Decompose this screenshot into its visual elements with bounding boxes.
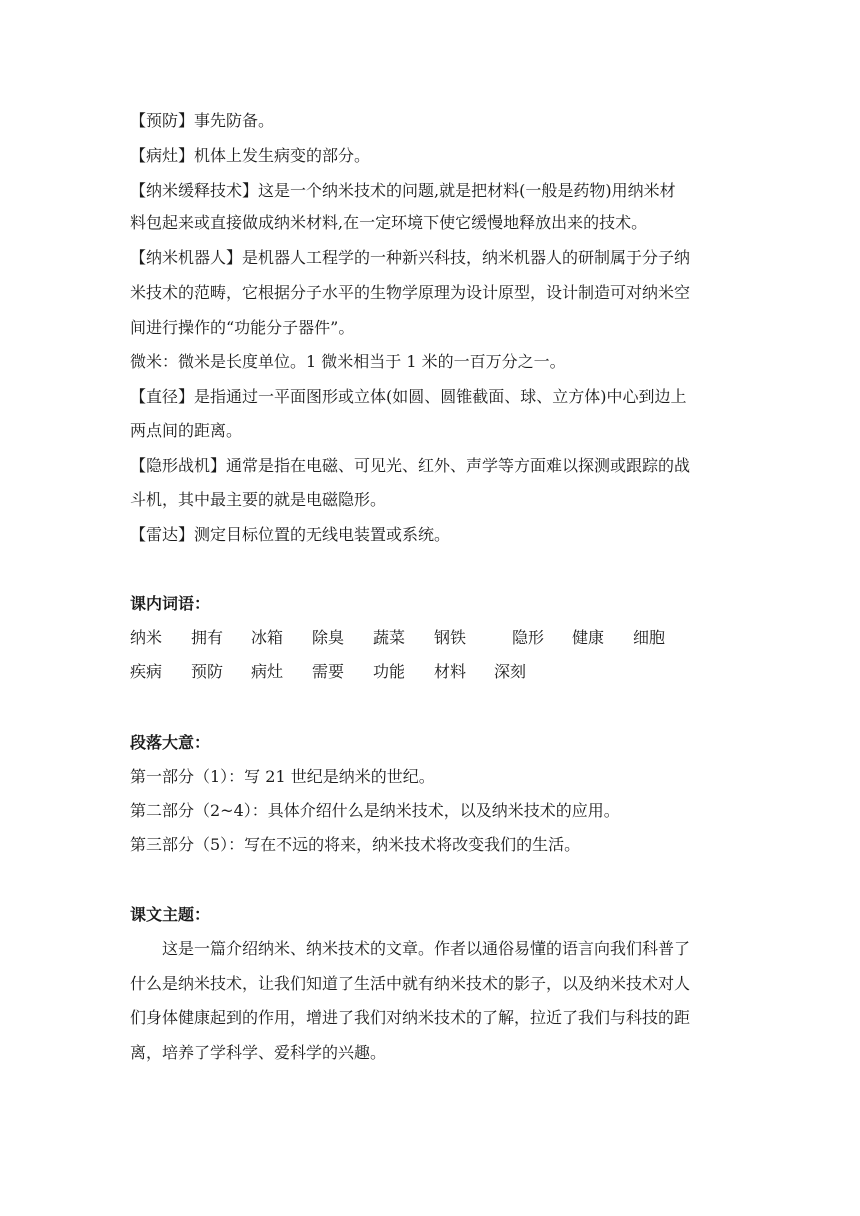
definition-yufang: 【预防】事先防备。	[130, 111, 275, 130]
definition-diameter-line1: 【直径】是指通过一平面图形或立体(如圆、圆锥截面、球、立方体)中心到边上	[130, 387, 687, 406]
vocab-word: 预防	[191, 662, 224, 681]
definition-nano-robot-line1: 【纳米机器人】是机器人工程学的一种新兴科技，纳米机器人的研制属于分子纳	[130, 248, 691, 267]
vocab-word: 需要	[312, 662, 345, 681]
vocab-word: 纳米	[130, 628, 163, 647]
definition-nano-robot-line2: 米技术的范畴，它根据分子水平的生物学原理为设计原型，设计制造可对纳米空	[130, 283, 691, 302]
theme-line-4: 离，培养了学科学、爱科学的兴趣。	[130, 1043, 387, 1062]
vocab-word: 深刻	[494, 662, 527, 681]
vocab-word: 拥有	[191, 628, 224, 647]
summary-part-1: 第一部分（1）：写 21 世纪是纳米的世纪。	[130, 767, 435, 786]
definition-bingzao: 【病灶】机体上发生病变的部分。	[130, 146, 371, 165]
vocab-word: 细胞	[633, 628, 666, 647]
vocab-word: 隐形	[512, 628, 545, 647]
summary-part-2: 第二部分（2~4）：具体介绍什么是纳米技术，以及纳米技术的应用。	[130, 801, 620, 820]
vocab-word: 钢铁	[434, 628, 467, 647]
vocab-word: 材料	[434, 662, 467, 681]
vocab-word: 蔬菜	[373, 628, 406, 647]
theme-heading: 课文主题：	[130, 905, 211, 924]
vocab-word: 冰箱	[251, 628, 284, 647]
vocab-heading: 课内词语：	[130, 594, 211, 613]
summary-heading: 段落大意：	[130, 733, 211, 752]
definition-nano-release-line1: 【纳米缓释技术】这是一个纳米技术的问题,就是把材料(一般是药物)用纳米材	[130, 181, 676, 200]
vocab-row-1	[130, 628, 732, 648]
vocab-word: 病灶	[251, 662, 284, 681]
summary-part-3: 第三部分（5）：写在不远的将来，纳米技术将改变我们的生活。	[130, 835, 581, 854]
vocab-word: 健康	[572, 628, 605, 647]
vocab-word: 除臭	[312, 628, 345, 647]
definition-nano-robot-line3: 间进行操作的“功能分子器件”。	[130, 318, 355, 337]
vocab-word: 疾病	[130, 662, 163, 681]
vocab-row-2	[130, 662, 732, 682]
theme-line-1: 这是一篇介绍纳米、纳米技术的文章。作者以通俗易懂的语言向我们科普了	[162, 939, 691, 958]
definition-diameter-line2: 两点间的距离。	[130, 421, 243, 440]
definition-stealth-line1: 【隐形战机】通常是指在电磁、可见光、红外、声学等方面难以探测或跟踪的战	[130, 456, 691, 475]
definition-micrometer: 微米：微米是长度单位。1 微米相当于 1 米的一百万分之一。	[130, 352, 566, 371]
vocab-word: 功能	[373, 662, 406, 681]
definition-stealth-line2: 斗机，其中最主要的就是电磁隐形。	[130, 490, 387, 509]
definition-nano-release-line2: 料包起来或直接做成纳米材料,在一定环境下使它缓慢地释放出来的技术。	[130, 213, 648, 232]
definition-radar: 【雷达】测定目标位置的无线电装置或系统。	[130, 525, 451, 544]
theme-line-2: 什么是纳米技术，让我们知道了生活中就有纳米技术的影子，以及纳米技术对人	[130, 974, 691, 993]
theme-line-3: 们身体健康起到的作用，增进了我们对纳米技术的了解，拉近了我们与科技的距	[130, 1008, 691, 1027]
